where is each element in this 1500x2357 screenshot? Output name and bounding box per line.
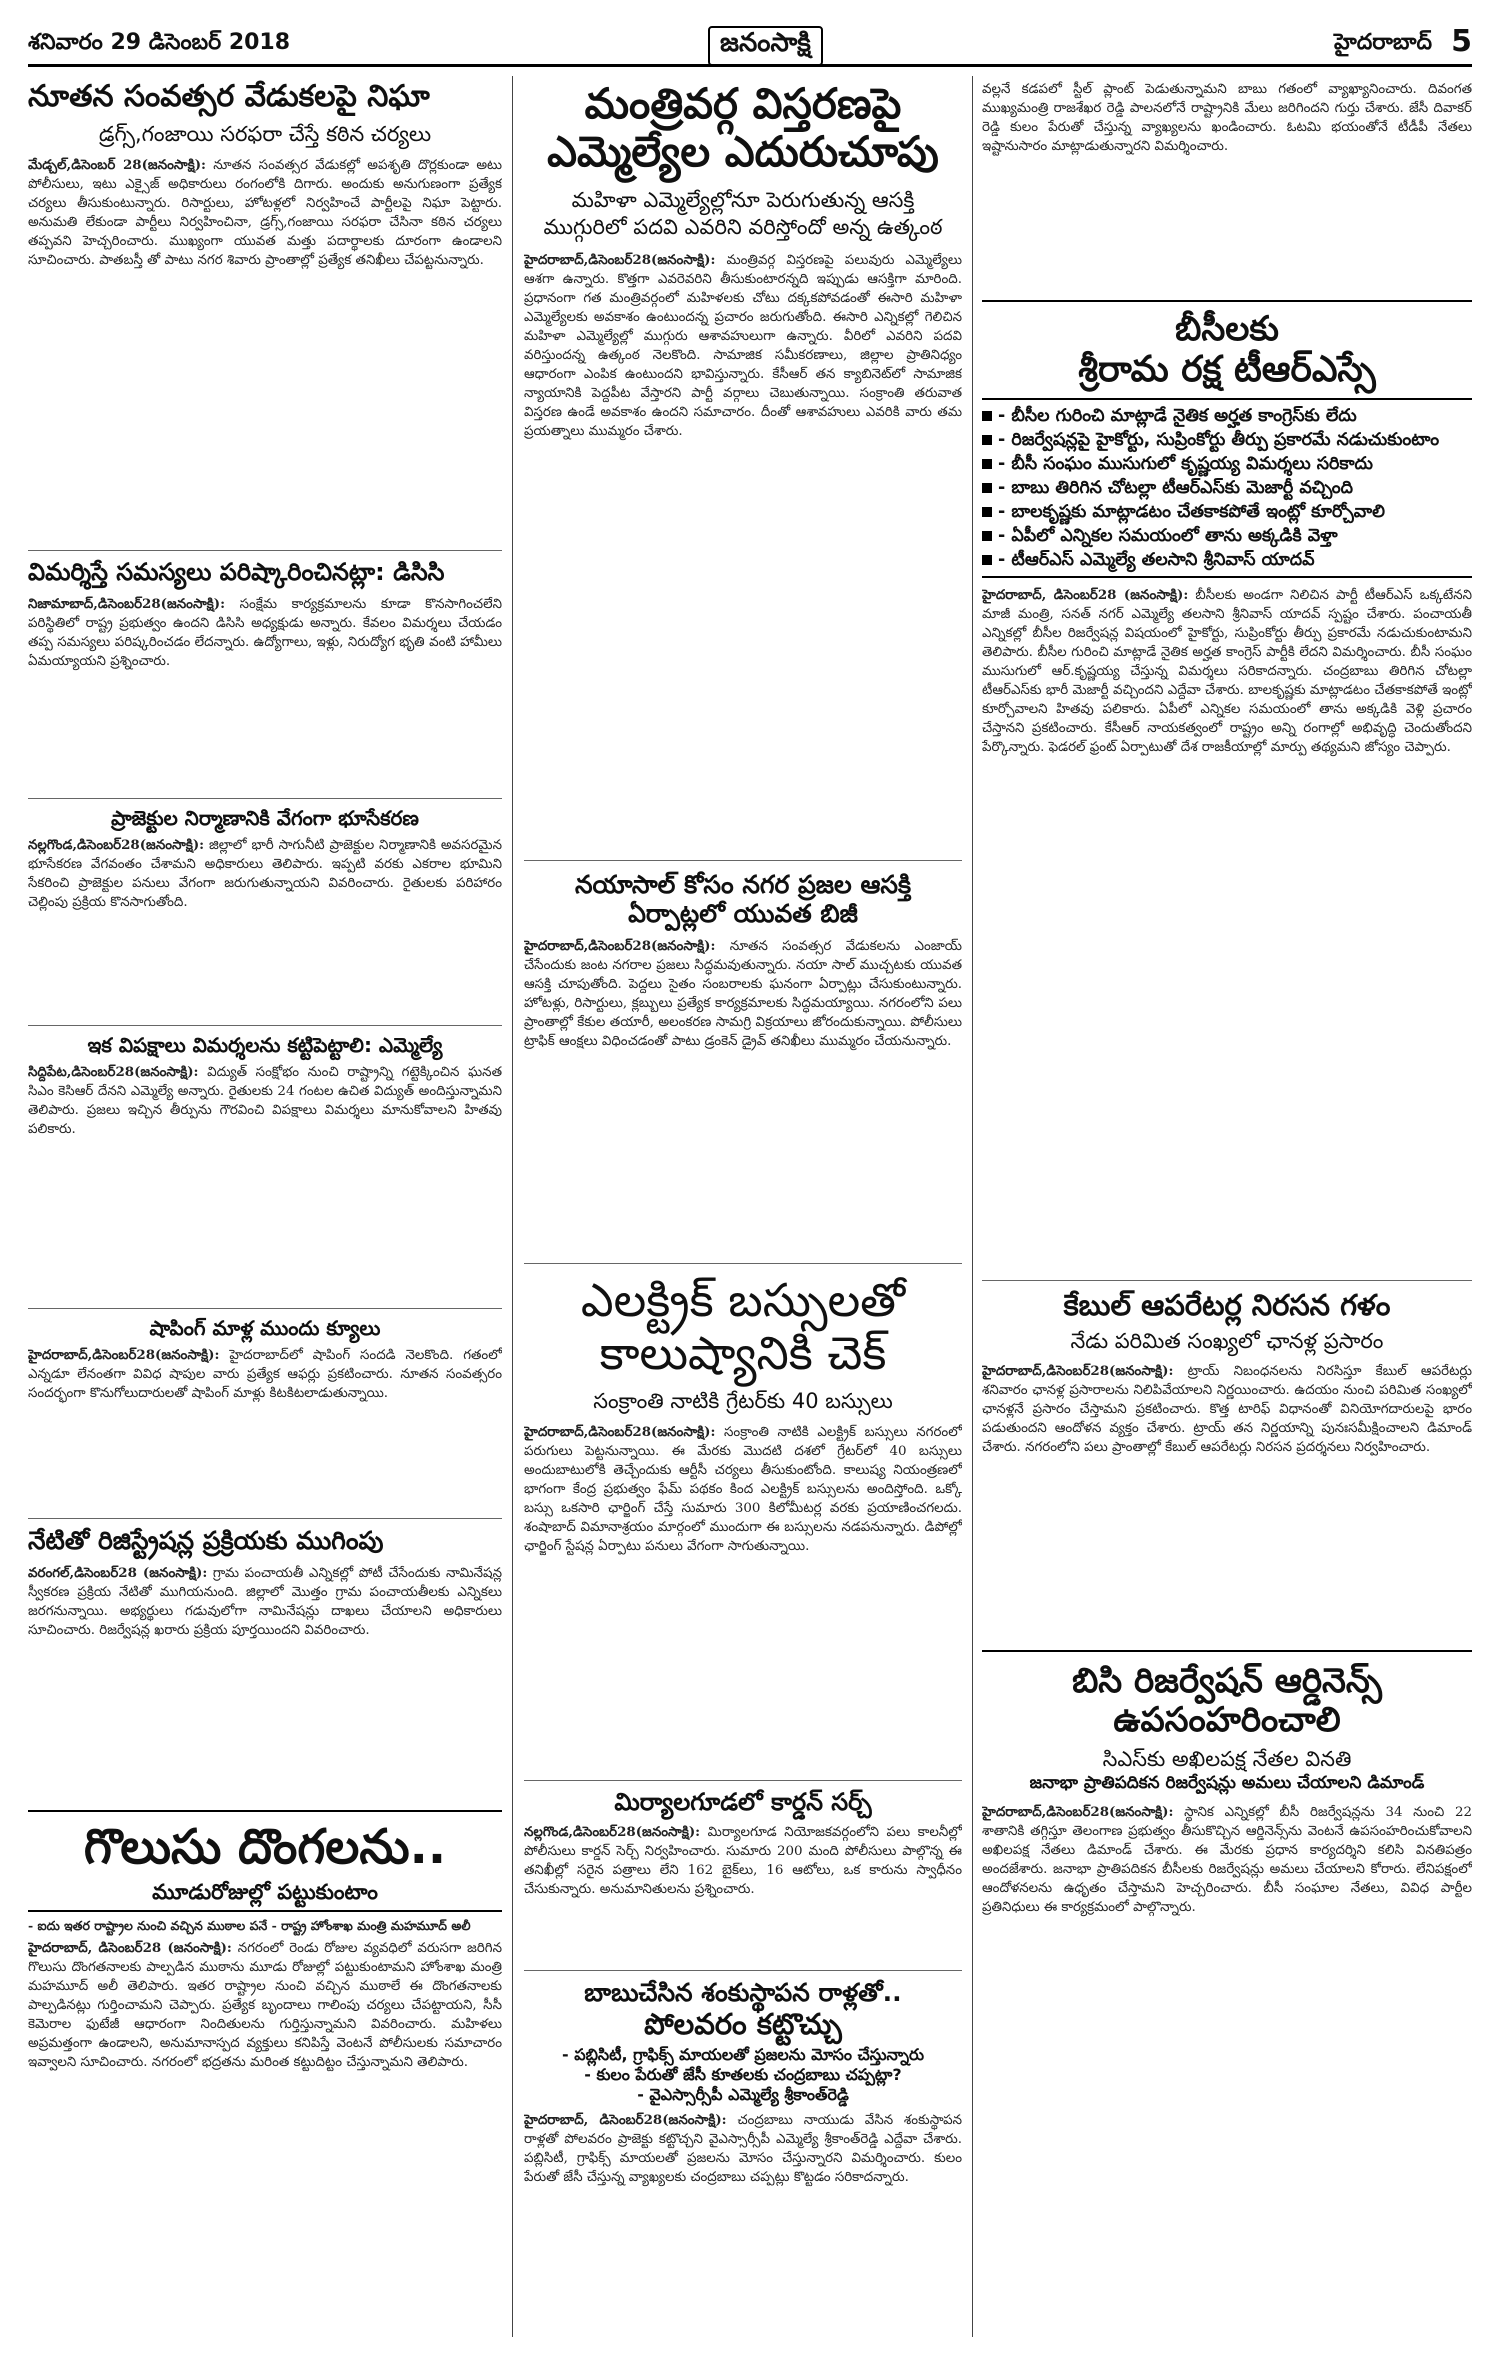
headline-line-1: ఎలక్ట్రిక్ బస్సులతో bbox=[580, 1273, 906, 1327]
article-bc-trs bbox=[982, 300, 1472, 757]
headline-line-2: ఎమ్మెల్యేల ఎదురుచూపు bbox=[547, 127, 939, 177]
dateline: మేడ్చల్,డిసెంబర్ 28(జనంసాక్షి): bbox=[28, 156, 206, 173]
headline: షాపింగ్ మాళ్ల ముందు క్యూలు bbox=[149, 1316, 381, 1340]
article-body: విద్యుత్ సంక్షోభం నుంచి రాష్ట్రాన్ని గట్టెక్కించిన ఘనత సిఎం కెసిఆర్ దేనని ఎమ్మెల్యే అన్నారు. రైతులకు 24 గంటల ఉచిత విద్యుత్ అందిస్తున్నామని తెలిపారు. ప్రజలు ఇచ్చిన తీర్పును గౌరవించి విపక్షాలు విమర్శలు మానుకోవాలని హితవు పలికారు. bbox=[28, 1065, 502, 1137]
bullet-item: - బాబు తిరిగిన చోటల్లా టీఆర్ఎస్‌కు మెజార్టీ వచ్చింది bbox=[982, 476, 1472, 500]
subheadline: డ్రగ్స్,గంజాయి సరఫరా చేస్తే కఠిన చర్యలు bbox=[98, 121, 432, 146]
dateline: హైదరాబాద్, డిసెంబర్28(జనంసాక్షి): bbox=[524, 2112, 727, 2129]
dateline: నల్లగొండ,డిసెంబర్28(జనంసాక్షి): bbox=[524, 1823, 701, 1840]
headline: నూతన సంవత్సర వేడుకలపై నిఘా bbox=[28, 80, 430, 114]
bullet-item: - బీసీల గురించి మాట్లాడే నైతిక అర్హత కాంగ్రెస్‌కు లేదు bbox=[982, 404, 1472, 428]
page-number: 5 bbox=[1451, 24, 1472, 59]
article-body: బీసీలకు అండగా నిలిచిన పార్టీ టీఆర్ఎస్ ఒక్కటేనని మాజీ మంత్రి, సనత్ నగర్ ఎమ్మెల్యే తలసాని శ్రీనివాస్ యాదవ్ స్పష్టం చేశారు. పంచాయతీ ఎన్నికల్లో బీసీల రిజర్వేషన్ల విషయంలో హైకోర్టు, సుప్రింకోర్టు తీర్పు ప్రకారమే నడుచుకుంటామని తెలిపారు. బీసీల గురించి మాట్లాడే నైతిక అర్హత కాంగ్రెస్ పార్టీకి లేదని విమర్శించారు. బీసీ సంఘం ముసుగులో ఆర్.కృష్ణయ్య చేస్తున్న విమర్శలు సరికాదన్నారు. చంద్రబాబు తిరిగిన చోటల్లా టీఆర్ఎస్‌కు భారీ మెజార్టీ వచ్చిందని ఎద్దేవా చేశారు. బాలకృష్ణకు మాట్లాడటం చేతకాకపోతే ఇంట్లో కూర్చోవాలని హితవు పలికారు. ఏపీలో ఎన్నికల సమయంలో తాను అక్కడికి వెళ్లి ప్రచారం చేస్తానని ప్రకటించారు. కేసీఆర్ నాయకత్వంలో రాష్ట్రం అన్ని రంగాల్లో అభివృద్ధి చెందుతోందని పేర్కొన్నారు. ఫెడరల్ ఫ్రంట్ ఏర్పాటుతో దేశ రాజకీయాల్లో మార్పు తథ్యమని జోస్యం చెప్పారు. bbox=[982, 588, 1472, 756]
article-body: హైదరాబాద్‌లో షాపింగ్ సందడి నెలకొంది. గతంలో ఎన్నడూ లేనంతగా వివిధ షాపుల వారు ప్రత్యేక ఆఫర్లు ప్రకటించారు. నూతన సంవత్సరం సందర్భంగా కొనుగోలుదారులతో షాపింగ్ మాళ్లు కిటకిటలాడుతున్నాయి. bbox=[28, 1348, 502, 1401]
subheadline: మూడురోజుల్లో పట్టుకుంటాం bbox=[28, 1879, 502, 1912]
masthead-logo: జనంసాక్షి bbox=[708, 26, 823, 66]
column-divider bbox=[972, 76, 973, 2337]
headline: మిర్యాలగూడలో కార్డన్ సర్చ్ bbox=[614, 1788, 872, 1816]
article-opposition-criticism bbox=[28, 1025, 502, 1139]
article-body: జిల్లాలో భారీ సాగునీటి ప్రాజెక్టుల నిర్మాణానికి అవసరమైన భూసేకరణ వేగవంతం చేశామని అధికారులు తెలిపారు. ఇప్పటి వరకు ఎకరాల భూమిని సేకరించి ప్రాజెక్టుల పనులు వేగంగా జరుగుతున్నాయని వివరించారు. రైతులకు పరిహారం చెల్లింపు ప్రక్రియ కొనసాగుతోంది. bbox=[28, 838, 502, 910]
article-body: నూతన సంవత్సర వేడుకలను ఎంజాయ్ చేసేందుకు జంట నగరాల ప్రజలు సిద్ధమవుతున్నారు. నయా సాల్ ముచ్చటకు యువత ఆసక్తి చూపుతోంది. పెద్దలు సైతం సంబరాలకు ఘనంగా ఏర్పాట్లు చేసుకుంటున్నారు. హోటళ్లు, రిసార్టులు, క్లబ్బులు ప్రత్యేక కార్యక్రమాలకు సిద్ధమయ్యాయి. నగరంలోని పలు ప్రాంతాల్లో కేకుల తయారీ, అలంకరణ సామగ్రి విక్రయాలు జోరందుకున్నాయి. పోలీసులు ట్రాఫిక్ ఆంక్షలు విధించడంతో పాటు డ్రంకెన్ డ్రైవ్ తనిఖీలు ముమ్మరం చేయనున్నారు. bbox=[524, 938, 962, 1049]
dateline: హైదరాబాద్, డిసెంబర్28 (జనంసాక్షి): bbox=[28, 1940, 232, 1957]
article-body: సంక్రాంతి నాటికి ఎలక్ట్రిక్ బస్సులు నగరంలో పరుగులు పెట్టనున్నాయి. ఈ మేరకు మొదటి దశలో గ్రేటర్‌లో 40 బస్సులు అందుబాటులోకి తెచ్చేందుకు ఆర్టీసీ చర్యలు తీసుకుంటోంది. కాలుష్య నియంత్రణలో భాగంగా కేంద్ర ప్రభుత్వం ఫేమ్ పథకం కింద ఎలక్ట్రిక్ బస్సులను అందిస్తోంది. ఒక్కో బస్సు ఒకసారి ఛార్జింగ్ చేస్తే సుమారు 300 కిలోమీటర్ల వరకు ప్రయాణించగలదు. శంషాబాద్ విమానాశ్రయం మార్గంలో ముందుగా ఈ బస్సులను నడపనున్నారు. డిపోల్లో ఛార్జింగ్ స్టేషన్ల ఏర్పాటు పనులు వేగంగా సాగుతున్నాయి. bbox=[524, 1425, 962, 1555]
article-body: సంక్షేమ కార్యక్రమాలను కూడా కొనసాగించలేని పరిస్థితిలో రాష్ట్ర ప్రభుత్వం ఉందని డిసిసి అధ్యక్షుడు అన్నారు. కేవలం విమర్శలు చేయడం తప్ప సమస్యలు పరిష్కరించడం లేదన్నారు. ఉద్యోగాలు, ఇళ్లు, నిరుద్యోగ భృతి వంటి హామీలు ఏమయ్యాయని ప్రశ్నించారు. bbox=[28, 596, 502, 669]
headline: గొలుసు దొంగలను.. bbox=[83, 1819, 447, 1875]
bullet-item: - రిజర్వేషన్లపై హైకోర్టు, సుప్రింకోర్టు తీర్పు ప్రకారమే నడుచుకుంటాం bbox=[982, 428, 1472, 452]
article-body: నగరంలో రెండు రోజుల వ్యవధిలో వరుసగా జరిగిన గొలుసు దొంగతనాలకు పాల్పడిన ముఠాను మూడు రోజుల్లో పట్టుకుంటామని హోంశాఖ మంత్రి మహమూద్ అలీ తెలిపారు. ఇతర రాష్ట్రాల నుంచి వచ్చిన ముఠాలే ఈ దొంగతనాలకు పాల్పడినట్లు గుర్తించామని చెప్పారు. ప్రత్యేక బృందాలు గాలింపు చర్యలు చేపట్టాయని, సీసీ కెమెరాల ఫుటేజీ ఆధారంగా నిందితులను గుర్తిస్తున్నామని వివరించారు. మహిళలు అప్రమత్తంగా ఉండాలని, అనుమానాస్పద వ్యక్తులు కనిపిస్తే వెంటనే పోలీసులకు సమాచారం ఇవ్వాలని సూచించారు. నగరంలో భద్రతను మరింత కట్టుదిట్టం చేస్తున్నామని తెలిపారు. bbox=[28, 1941, 502, 2071]
subheadline: సంక్రాంతి నాటికి గ్రేటర్‌కు 40 బస్సులు bbox=[593, 1388, 893, 1413]
article-body: వల్లనే కడపలో స్టీల్ ప్లాంట్ పెడుతున్నామని బాబు గతంలో వ్యాఖ్యానించారు. దివంగత ముఖ్యమంత్రి రాజశేఖర రెడ్డి పాలనలోనే రాష్ట్రానికి మేలు జరిగిందని గుర్తు చేశారు. జేసీ దివాకర్ రెడ్డి కులం పేరుతో చేస్తున్న వ్యాఖ్యలను ఖండించారు. ఓటమి భయంతోనే టీడీపీ నేతలు ఇష్టానుసారం మాట్లాడుతున్నారని విమర్శించారు. bbox=[982, 82, 1472, 154]
article-shopping-malls bbox=[28, 1308, 502, 1403]
article-body: ట్రాయ్ నిబంధనలను నిరసిస్తూ కేబుల్ ఆపరేటర్లు శనివారం ఛానళ్ల ప్రసారాలను నిలిపివేయాలని నిర్ణయించారు. ఉదయం నుంచి పరిమిత సంఖ్యలో ఛానళ్లనే ప్రసారం చేస్తామని ప్రకటించారు. కొత్త టారిఫ్ విధానంతో వినియోగదారులపై భారం పడుతుందని ఆందోళన వ్యక్తం చేశారు. ట్రాయ్ తన నిర్ణయాన్ని పునఃసమీక్షించాలని డిమాండ్ చేశారు. నగరంలోని పలు ప్రాంతాల్లో కేబుల్ ఆపరేటర్లు నిరసన ప్రదర్శనలు నిర్వహించారు. bbox=[982, 1363, 1472, 1455]
edition-city: హైదరాబాద్ bbox=[1334, 30, 1432, 55]
article-cable-operators bbox=[982, 1280, 1472, 1457]
article-chain-snatchers bbox=[28, 1810, 502, 2072]
headline-line-1: బీసీలకు bbox=[1175, 309, 1279, 349]
article-electric-buses bbox=[524, 1263, 962, 1556]
headline: ఇక విపక్షాలు విమర్శలను కట్టిపెట్టాలి: ఎమ్మెల్యే bbox=[87, 1033, 443, 1057]
article-continuation bbox=[982, 80, 1472, 156]
bullet-list bbox=[982, 398, 1472, 578]
article-body: మంత్రివర్గ విస్తరణపై పలువురు ఎమ్మెల్యేలు ఆశగా ఉన్నారు. కొత్తగా ఎవరెవరిని తీసుకుంటారన్నది ఇప్పుడు ఆసక్తిగా మారింది. ప్రధానంగా గత మంత్రివర్గంలో మహిళలకు చోటు దక్కకపోవడంతో ఈసారి మహిళా ఎమ్మెల్యేలకు అవకాశం ఉంటుందన్న ప్రచారం జరుగుతోంది. ఈసారి ఎన్నికల్లో గెలిచిన మహిళా ఎమ్మెల్యేల్లో ముగ్గురు ఆశావహులుగా ఉన్నారు. వీరిలో ఎవరిని పదవి వరిస్తుందన్న ఉత్కంఠ నెలకొంది. సామాజిక సమీకరణాలు, జిల్లాల ప్రాతినిధ్యం ఆధారంగా ఎంపిక ఉంటుందని భావిస్తున్నారు. కేసీఆర్ తన క్యాబినెట్‌లో సామాజిక న్యాయానికి పెద్దపీట వేస్తారని పార్టీ వర్గాలు చెబుతున్నాయి. సంక్రాంతి తరువాత విస్తరణ ఉండే అవకాశం ఉందని సమాచారం. దీంతో ఆశావహులు ఎవరికి వారు తమ ప్రయత్నాలు ముమ్మరం చేశారు. bbox=[524, 253, 962, 440]
article-polavaram bbox=[524, 1970, 962, 2187]
dateline: హైదరాబాద్,డిసెంబర్28(జనంసాక్షి): bbox=[524, 937, 716, 954]
subheadline: మహిళా ఎమ్మెల్యేల్లోనూ పెరుగుతున్న ఆసక్తి bbox=[571, 187, 915, 212]
article-body: చంద్రబాబు నాయుడు వేసిన శంకుస్థాపన రాళ్లతో పోలవరం ప్రాజెక్టు కట్టొచ్చని వైఎస్సార్సీపీ ఎమ్మెల్యే శ్రీకాంత్‌రెడ్డి ఎద్దేవా చేశారు. పబ్లిసిటీ, గ్రాఫిక్స్ మాయలతో ప్రజలను మోసం చేస్తున్నారని విమర్శించారు. కులం పేరుతో జేసీ చేస్తున్న వ్యాఖ్యలకు చంద్రబాబు చప్పట్లు కొట్టడం సరికాదన్నారు. bbox=[524, 2113, 962, 2186]
dateline: నిజామాబాద్,డిసెంబర్28(జనంసాక్షి): bbox=[28, 595, 226, 612]
headline-line-1: మంత్రివర్గ విస్తరణపై bbox=[584, 80, 902, 128]
article-dcc-criticism bbox=[28, 550, 502, 671]
subheadline: ముగ్గురిలో పదవి ఎవరిని వరిస్తోందో అన్న ఉత్కంఠ bbox=[543, 214, 943, 239]
dateline: సిద్దిపేట,డిసెంబర్28(జనంసాక్షి): bbox=[28, 1064, 199, 1080]
article-cabinet-expansion bbox=[524, 80, 962, 441]
headline: కేబుల్ ఆపరేటర్ల నిరసన గళం bbox=[1063, 1288, 1391, 1322]
article-body: స్థానిక ఎన్నికల్లో బీసీ రిజర్వేషన్లను 34 నుంచి 22 శాతానికి తగ్గిస్తూ తెలంగాణ ప్రభుత్వం తీసుకొచ్చిన ఆర్డినెన్స్‌ను వెంటనే ఉపసంహరించుకోవాలని అఖిలపక్ష నేతలు డిమాండ్ చేశారు. ఈ మేరకు ప్రధాన కార్యదర్శిని కలిసి వినతిపత్రం అందజేశారు. జనాభా ప్రాతిపదికన బీసీలకు రిజర్వేషన్లు అమలు చేయాలని కోరారు. లేనిపక్షంలో ఆందోళనలను ఉధృతం చేస్తామని హెచ్చరించారు. బీసీ సంఘాల నేతలు, వివిధ పార్టీల ప్రతినిధులు ఈ కార్యక్రమంలో పాల్గొన్నారు. bbox=[982, 1804, 1472, 1915]
bullet-item: - బాలకృష్ణకు మాట్లాడటం చేతకాకపోతే ఇంట్లో కూర్చోవాలి bbox=[982, 500, 1472, 524]
bullet-item: - టీఆర్ఎస్ ఎమ్మెల్యే తలసాని శ్రీనివాస్ యాదవ్ bbox=[982, 548, 1472, 572]
dateline: నల్లగొండ,డిసెంబర్28(జనంసాక్షి): bbox=[28, 837, 205, 853]
column-divider bbox=[512, 76, 513, 2337]
headline-line-1: నయాసాల్ కోసం నగర ప్రజల ఆసక్తి bbox=[574, 870, 912, 899]
bullet-point: - వైఎస్సార్సీపీ ఎమ్మెల్యే శ్రీకాంత్‌రెడ్డి bbox=[637, 2085, 849, 2105]
dateline: హైదరాబాద్,డిసెంబర్28(జనంసాక్షి): bbox=[28, 1347, 220, 1363]
article-cordon-search bbox=[524, 1780, 962, 1899]
headline: విమర్శిస్తే సమస్యలు పరిష్కారించినట్లా: డిసిసి bbox=[28, 558, 445, 586]
dateline: హైదరాబాద్,డిసెంబర్28(జనంసాక్షి): bbox=[982, 1803, 1174, 1820]
article-registration-process bbox=[28, 1518, 502, 1640]
dateline: హైదరాబాద్, డిసెంబర్28 (జనంసాక్షి): bbox=[982, 587, 1189, 604]
column-middle bbox=[524, 80, 962, 2335]
subheadline-2: జనాభా ప్రాతిపదికన రిజర్వేషన్లు అమలు చేయాలని డిమాండ్ bbox=[1029, 1773, 1425, 1794]
article-land-acquisition bbox=[28, 798, 502, 912]
headline-line-2: కాలుష్యానికి చెక్ bbox=[599, 1325, 887, 1380]
article-body: మిర్యాలగూడ నియోజకవర్గంలోని పలు కాలనీల్లో పోలీసులు కార్డన్ సెర్చ్ నిర్వహించారు. సుమారు 200 మంది పోలీసులు పాల్గొన్న ఈ తనిఖీల్లో సరైన పత్రాలు లేని 162 బైక్‌లు, 16 ఆటోలు, ఒక కారును స్వాధీనం చేసుకున్నారు. అనుమానితులను ప్రశ్నించారు. bbox=[524, 1824, 962, 1897]
article-bc-ordinance bbox=[982, 1650, 1472, 1917]
article-new-year-youth bbox=[524, 860, 962, 1051]
article-body: గ్రామ పంచాయతీ ఎన్నికల్లో పోటీ చేసేందుకు నామినేషన్ల స్వీకరణ ప్రక్రియ నేటితో ముగియనుంది. జిల్లాలో మొత్తం గ్రామ పంచాయతీలకు ఎన్నికలు జరగనున్నాయి. అభ్యర్థులు గడువులోగా నామినేషన్లు దాఖలు చేయాలని అధికారులు సూచించారు. రిజర్వేషన్ల ఖరారు ప్రక్రియ పూర్తయిందని వివరించారు. bbox=[28, 1565, 502, 1638]
headline-line-1: బాబుచేసిన శంకుస్థాపన రాళ్లతో.. bbox=[584, 1978, 902, 2007]
headline-line-2: ఉపసంహరించాలి bbox=[1113, 1700, 1341, 1741]
subheadline: సిఎస్‌కు అఖిలపక్ష నేతల వినతి bbox=[1102, 1747, 1352, 1772]
subheadline: నేడు పరిమిత సంఖ్యలో ఛానళ్ల ప్రసారం bbox=[1070, 1329, 1384, 1354]
bullet-item: - బీసీ సంఘం ముసుగులో కృష్ణయ్య విమర్శలు సరికాదు bbox=[982, 452, 1472, 476]
dateline: హైదరాబాద్,డిసెంబర్28(జనంసాక్షి): bbox=[524, 1424, 716, 1441]
dateline: హైదరాబాద్,డిసెంబర్28(జనంసాక్షి): bbox=[524, 252, 716, 269]
dateline: హైదరాబాద్,డిసెంబర్28(జనంసాక్షి): bbox=[982, 1362, 1174, 1379]
page-header bbox=[28, 22, 1472, 67]
headline-line-1: బిసి రిజర్వేషన్ ఆర్డినెన్స్ bbox=[1072, 1661, 1382, 1701]
column-left bbox=[28, 80, 502, 2335]
article-new-year-surveillance bbox=[28, 80, 502, 270]
dateline: వరంగల్,డిసెంబర్28 (జనంసాక్షి): bbox=[28, 1564, 208, 1581]
issue-date: శనివారం 29 డిసెంబర్ 2018 bbox=[28, 30, 291, 55]
bullet-point: - పబ్లిసిటీ, గ్రాఫిక్స్ మాయలతో ప్రజలను మోసం చేస్తున్నారు bbox=[561, 2045, 925, 2065]
bullet-point: - కులం పేరుతో జేసీ కూతలకు చంద్రబాబు చప్పట్లా? bbox=[584, 2065, 902, 2085]
headline: ప్రాజెక్టుల నిర్మాణానికి వేగంగా భూసేకరణ bbox=[111, 806, 419, 830]
headline-line-2: ఏర్పాట్లలో యువత బిజీ bbox=[628, 898, 858, 928]
bullet-item: - ఏపీలో ఎన్నికల సమయంలో తాను అక్కడికి వెళ్తా bbox=[982, 524, 1472, 548]
column-right bbox=[982, 80, 1472, 2335]
headline-line-2: శ్రీరామ రక్ష టీఆర్ఎస్సే bbox=[1078, 349, 1376, 391]
deck: - ఐదు ఇతర రాష్ట్రాల నుంచి వచ్చిన ముఠాల పనే - రాష్ట్ర హోంశాఖ మంత్రి మహమూద్ అలీ bbox=[28, 1918, 471, 1934]
article-body: నూతన సంవత్సర వేడుకల్లో అపశృతి దొర్లకుండా అటు పోలీసులు, ఇటు ఎక్సైజ్ అధికారులు రంగంలోకి దిగారు. అందుకు అనుగుణంగా ప్రత్యేక చర్యలు తీసుకుంటున్నారు. రిసార్టులు, హోటళ్లలో నిర్వహించే పార్టీలపై నిఘా పెట్టారు. అనుమతి లేకుండా పార్టీలు నిర్వహించినా, డ్రగ్స్,గంజాయి సరఫరా చేసినా కఠిన చర్యలు తప్పవని హెచ్చరించారు. ముఖ్యంగా యువత మత్తు పదార్థాలకు దూరంగా ఉండాలని సూచించారు. పాతబస్తీ తో పాటు నగర శివారు ప్రాంతాల్లో ప్రత్యేక తనిఖీలు చేపట్టనున్నారు. bbox=[28, 157, 502, 268]
headline-line-2: పోలవరం కట్టొచ్చు bbox=[644, 2006, 842, 2041]
headline: నేటితో రిజిస్ట్రేషన్ల ప్రక్రియకు ముగింపు bbox=[28, 1526, 384, 1555]
